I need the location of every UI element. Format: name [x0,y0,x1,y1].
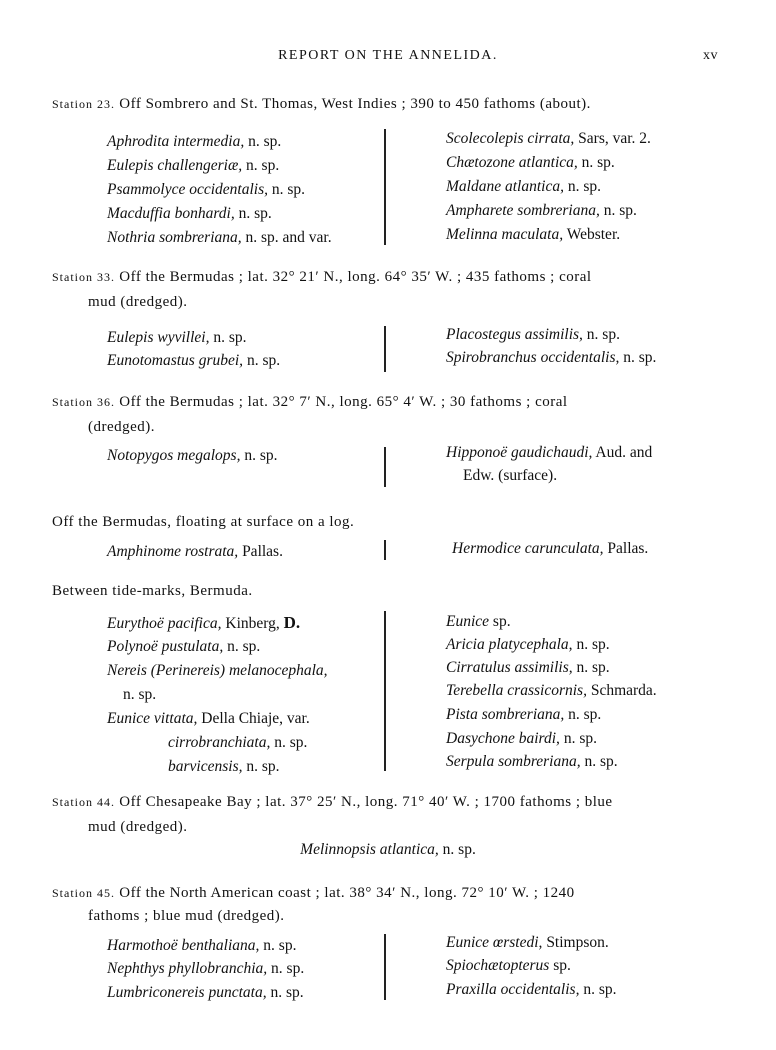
species-entry: Nephthys phyllobranchia, n. sp. [107,960,305,977]
species-entry: Hipponoë gaudichaudi, Aud. and [446,444,653,461]
station-45-heading [52,883,575,903]
species-variety-entry: cirrobranchiata, n. sp. [168,734,308,751]
station-description-continued: mud (dredged). [88,819,188,835]
species-entry-continued: n. sp. [123,686,157,703]
species-entry: Lumbriconereis punctata, n. sp. [107,984,304,1001]
species-entry: Eunice œrstedi, Stimpson. [446,934,609,951]
station-44-heading [52,792,613,812]
page-number: xv [703,48,718,63]
station-label: Station 33. [52,270,116,284]
column-divider [384,129,386,245]
species-entry: Aphrodita intermedia, n. sp. [107,133,282,150]
column-divider [384,611,386,771]
species-entry: Amphinome rostrata, Pallas. [107,543,283,560]
column-divider [384,934,386,1000]
species-entry: Cirratulus assimilis, n. sp. [446,659,610,676]
station-description-continued: mud (dredged). [88,294,188,310]
station-description: Off Chesapeake Bay ; lat. 37° 25′ N., long. 71° 40′ W. ; 1700 fathoms ; blue [119,794,613,810]
species-entry: Eunice sp. [446,613,511,630]
species-entry: Scolecolepis cirrata, Sars, var. 2. [446,130,651,147]
station-description: Off the North American coast ; lat. 38° 34′ N., long. 72° 10′ W. ; 1240 [119,885,575,901]
species-entry: Pista sombreriana, n. sp. [446,706,602,723]
running-title: REPORT ON THE ANNELIDA. [278,48,498,63]
species-entry: Maldane atlantica, n. sp. [446,178,601,195]
species-entry: Eulepis challengeriæ, n. sp. [107,157,280,174]
species-entry: Eurythoë pacifica, Kinberg, D. [107,613,301,632]
station-description: Off the Bermudas ; lat. 32° 21′ N., long. 64° 35′ W. ; 435 fathoms ; coral [119,269,592,285]
station-description-continued: fathoms ; blue mud (dredged). [88,908,285,924]
column-divider [384,540,386,560]
station-label: Station 36. [52,395,116,409]
column-divider [384,447,386,487]
species-entry: Eulepis wyvillei, n. sp. [107,329,247,346]
station-description-continued: (dredged). [88,419,156,435]
species-entry-continued: Edw. (surface). [463,467,558,484]
species-entry: Macduffia bonhardi, n. sp. [107,205,272,222]
station-description: Off the Bermudas ; lat. 32° 7′ N., long. 65° 4′ W. ; 30 fathoms ; coral [119,394,568,410]
species-entry: Psammolyce occidentalis, n. sp. [107,181,306,198]
collection-heading: Between tide-marks, Bermuda. [52,583,253,599]
station-33-heading [52,267,592,287]
collection-heading: Off the Bermudas, floating at surface on a log. [52,514,355,530]
species-entry: Spiochætopterus sp. [446,957,571,974]
species-entry: Terebella crassicornis, Schmarda. [446,682,657,699]
station-36-heading [52,392,568,412]
species-entry: Eunotomastus grubei, n. sp. [107,352,281,369]
species-variety-entry: barvicensis, n. sp. [168,758,280,775]
species-entry: Serpula sombreriana, n. sp. [446,753,618,770]
column-divider [384,326,386,372]
species-entry: Hermodice carunculata, Pallas. [452,540,649,557]
species-entry: Spirobranchus occidentalis, n. sp. [446,349,657,366]
station-label: Station 44. [52,795,116,809]
station-label: Station 45. [52,886,116,900]
species-entry: Placostegus assimilis, n. sp. [446,326,620,343]
species-entry: Notopygos megalops, n. sp. [107,447,278,464]
station-23-heading [52,94,591,114]
species-entry: Praxilla occidentalis, n. sp. [446,981,617,998]
species-entry: Ampharete sombreriana, n. sp. [446,202,637,219]
species-entry: Chætozone atlantica, n. sp. [446,154,615,171]
species-entry: Nereis (Perinereis) melanocephala, [107,662,328,679]
species-entry: Dasychone bairdi, n. sp. [446,730,597,747]
species-entry: Nothria sombreriana, n. sp. and var. [107,229,332,246]
species-entry: Aricia platycephala, n. sp. [446,636,610,653]
species-entry: Eunice vittata, Della Chiaje, var. [107,710,310,727]
station-label: Station 23. [52,97,116,111]
species-entry: Melinnopsis atlantica, n. sp. [300,841,476,858]
species-entry: Melinna maculata, Webster. [446,226,621,243]
species-entry: Harmothoë benthaliana, n. sp. [107,937,297,954]
station-description: Off Sombrero and St. Thomas, West Indies ; 390 to 450 fathoms (about). [119,96,591,112]
species-entry: Polynoë pustulata, n. sp. [107,638,261,655]
